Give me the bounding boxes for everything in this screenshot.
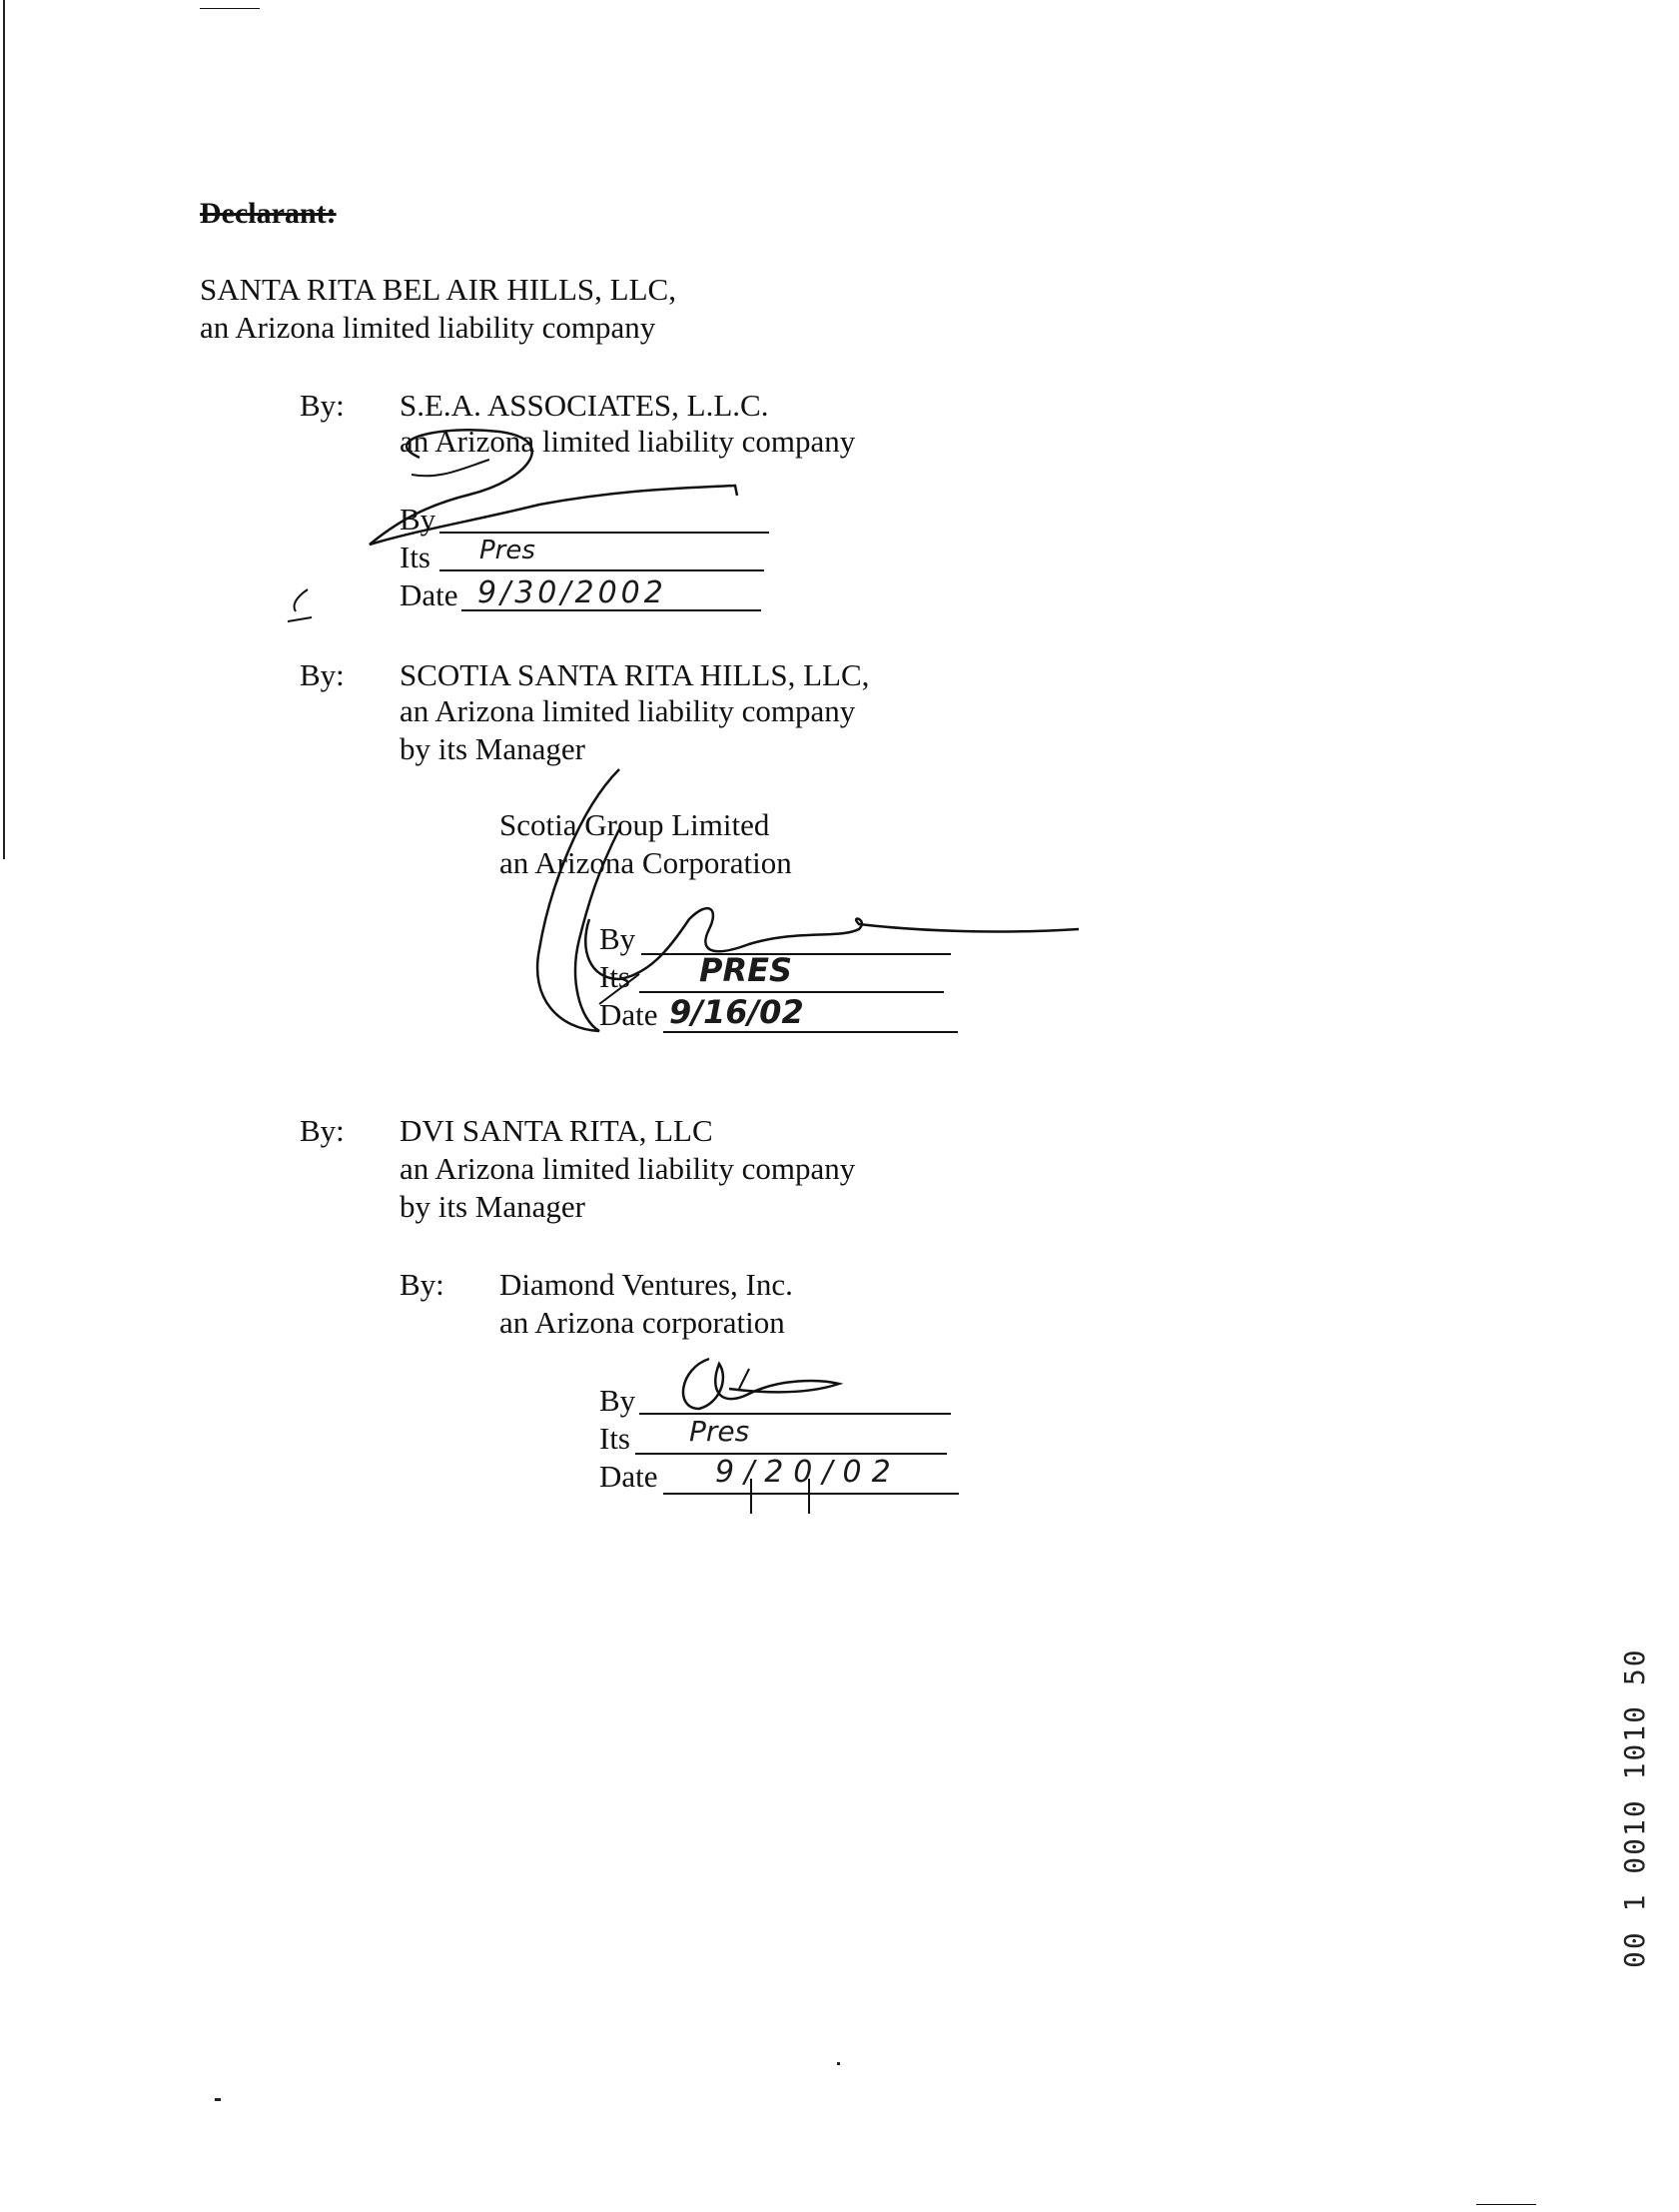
signatory-1-by-field: By (400, 502, 436, 537)
signatory-2-name: SCOTIA SANTA RITA HILLS, LLC, (400, 657, 870, 692)
signatory-3-date-field: Date (599, 1459, 658, 1494)
signatory-2-sub-entity-name: Scotia Group Limited (499, 807, 770, 842)
signatory-2-date-handwritten: 9/16/02 (669, 993, 804, 1031)
signatory-3-date-handwritten: 9/20/02 (715, 1455, 901, 1490)
signatory-3-manager-line: by its Manager (400, 1189, 585, 1224)
recording-stamp: 00 1 0010 1010 50 (1618, 1648, 1651, 1968)
by-label-2: By: (300, 657, 345, 692)
signatory-2-sub-entity-description: an Arizona Corporation (499, 845, 792, 880)
signatory-3-sub-entity-name: Diamond Ventures, Inc. (499, 1267, 793, 1302)
signatory-3-its-handwritten: Pres (689, 1415, 750, 1448)
signatory-3-by-field: By (599, 1383, 636, 1418)
signatory-1-margin-mark (286, 587, 316, 623)
signatory-2-signature (519, 769, 1089, 1049)
signatory-3-sub-by-label: By: (400, 1267, 444, 1302)
signatory-1-date-handwritten: 9/30/2002 (477, 575, 667, 610)
signatory-2-description: an Arizona limited liability company (400, 693, 856, 728)
signatory-2-its-handwritten: PRES (699, 951, 792, 989)
scan-mark-bottom (1476, 2204, 1536, 2205)
scan-mark-top (200, 8, 260, 9)
declarant-description: an Arizona limited liability company (200, 310, 656, 345)
signatory-2-by-field: By (599, 921, 636, 956)
by-label-1: By: (300, 388, 345, 423)
signatory-1-its-field: Its (400, 540, 430, 574)
signatory-3-signature (659, 1349, 859, 1519)
scan-speck-1 (215, 2098, 221, 2101)
signatory-3-name: DVI SANTA RITA, LLC (400, 1113, 713, 1148)
scan-mark-left-edge (3, 0, 5, 859)
signatory-1-its-line (439, 569, 764, 571)
signatory-3-sub-entity-description: an Arizona corporation (499, 1305, 785, 1340)
signatory-1-description: an Arizona limited liability company (400, 424, 856, 459)
signatory-1-name: S.E.A. ASSOCIATES, L.L.C. (400, 388, 769, 423)
signatory-3-description: an Arizona limited liability company (400, 1151, 856, 1186)
by-label-3: By: (300, 1113, 345, 1148)
declarant-heading: Declarant: (200, 197, 337, 230)
signatory-1-date-field: Date (400, 577, 458, 612)
declarant-name: SANTA RITA BEL AIR HILLS, LLC, (200, 272, 676, 307)
signatory-1-its-handwritten: Pres (479, 536, 535, 565)
signatory-2-its-field: Its (599, 959, 630, 994)
scan-speck-2 (837, 2062, 840, 2065)
signatory-3-its-field: Its (599, 1421, 630, 1456)
signatory-2-manager-line: by its Manager (400, 731, 585, 766)
signatory-2-date-field: Date (599, 997, 658, 1032)
signatory-1-signature (360, 410, 759, 550)
